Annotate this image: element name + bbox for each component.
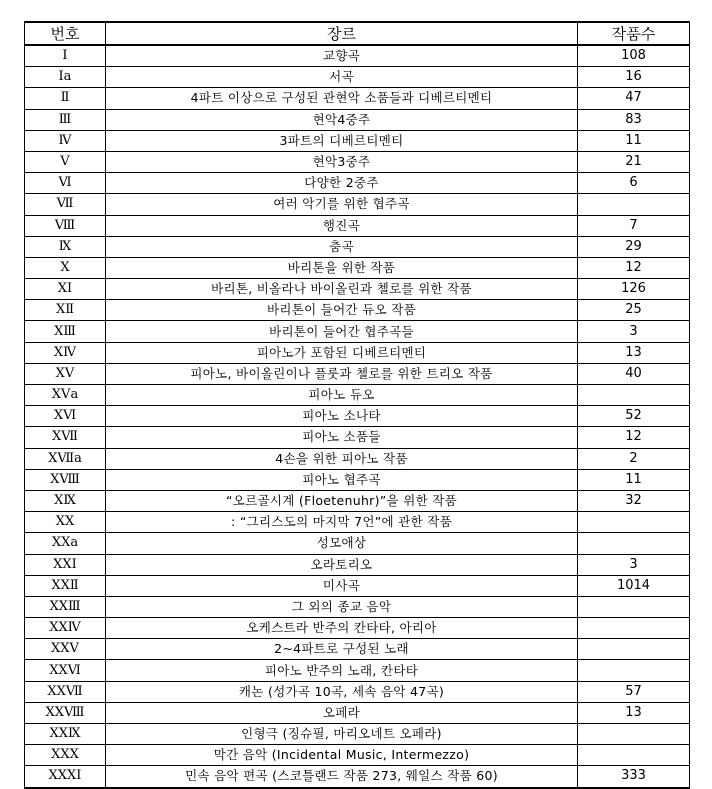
- cell-genre: 3파트의 디베르티멘티: [106, 130, 578, 151]
- cell-genre: 다양한 2중주: [106, 173, 578, 194]
- header-genre: 장르: [106, 22, 578, 45]
- cell-number: ⅩⅩⅥ: [25, 660, 106, 681]
- table-row: [25, 151, 690, 172]
- cell-count: [578, 194, 690, 215]
- table-row: [25, 469, 690, 490]
- cell-genre: 오페라: [106, 702, 578, 723]
- table-row: [25, 554, 690, 575]
- cell-genre: 춤곡: [106, 236, 578, 257]
- cell-count: 25: [578, 300, 690, 321]
- cell-number: Ⅴ: [25, 151, 106, 172]
- table-row: [25, 702, 690, 723]
- cell-genre: 오라토리오: [106, 554, 578, 575]
- table-row: [25, 512, 690, 533]
- cell-number: ⅩⅠ: [25, 279, 106, 300]
- cell-genre: 민속 음악 편곡 (스코틀랜드 작품 273, 웨일스 작품 60): [106, 766, 578, 788]
- cell-number: ⅩⅧ: [25, 469, 106, 490]
- cell-number: ⅩⅩⅣ: [25, 618, 106, 639]
- cell-number: ⅩⅨ: [25, 490, 106, 511]
- cell-genre: 피아노 듀오: [106, 385, 578, 406]
- cell-genre: 서곡: [106, 67, 578, 88]
- table-row: [25, 639, 690, 660]
- table-row: [25, 215, 690, 236]
- cell-number: ⅩⅦ: [25, 427, 106, 448]
- cell-genre: 바리톤을 위한 작품: [106, 257, 578, 278]
- table-header: [25, 22, 690, 45]
- cell-genre: 성모애상: [106, 533, 578, 554]
- table-row: [25, 766, 690, 788]
- cell-number: Ⅶ: [25, 194, 106, 215]
- cell-count: 32: [578, 490, 690, 511]
- cell-count: 7: [578, 215, 690, 236]
- table-row: [25, 363, 690, 384]
- cell-genre: 4손을 위한 피아노 작품: [106, 448, 578, 469]
- cell-number: Ⅸ: [25, 236, 106, 257]
- cell-genre: 바리톤, 비올라나 바이올린과 첼로를 위한 작품: [106, 279, 578, 300]
- header-count: 작품수: [578, 22, 690, 45]
- cell-number: ⅩⅩⅦ: [25, 681, 106, 702]
- cell-count: 40: [578, 363, 690, 384]
- cell-count: 57: [578, 681, 690, 702]
- table-body: [25, 45, 690, 788]
- cell-number: ⅩⅥ: [25, 406, 106, 427]
- table-row: [25, 385, 690, 406]
- cell-count: 11: [578, 469, 690, 490]
- cell-number: Ⅹ: [25, 257, 106, 278]
- cell-genre: 2~4파트로 구성된 노래: [106, 639, 578, 660]
- cell-count: 12: [578, 427, 690, 448]
- cell-count: 126: [578, 279, 690, 300]
- cell-count: 3: [578, 321, 690, 342]
- cell-number: Ⅰ: [25, 45, 106, 67]
- table-row: [25, 660, 690, 681]
- table-row: [25, 45, 690, 67]
- cell-count: [578, 660, 690, 681]
- cell-number: Ⅳ: [25, 130, 106, 151]
- cell-number: Ⅱ: [25, 88, 106, 109]
- cell-genre: 막간 음악 (Incidental Music, Intermezzo): [106, 745, 578, 766]
- cell-count: [578, 639, 690, 660]
- cell-count: 108: [578, 45, 690, 67]
- cell-number: ⅩⅩa: [25, 533, 106, 554]
- cell-genre: 바리톤이 들어간 듀오 작품: [106, 300, 578, 321]
- cell-count: [578, 618, 690, 639]
- table-row: [25, 88, 690, 109]
- cell-count: 333: [578, 766, 690, 788]
- cell-count: [578, 596, 690, 617]
- cell-count: [578, 533, 690, 554]
- cell-genre: 4파트 이상으로 구성된 관현악 소품들과 디베르티멘티: [106, 88, 578, 109]
- cell-count: 16: [578, 67, 690, 88]
- table-row: [25, 321, 690, 342]
- cell-count: [578, 724, 690, 745]
- table-row: [25, 342, 690, 363]
- table-row: [25, 448, 690, 469]
- table-row: [25, 67, 690, 88]
- table-row: [25, 406, 690, 427]
- cell-number: Ⅵ: [25, 173, 106, 194]
- cell-number: ⅩⅩⅧ: [25, 702, 106, 723]
- table-row: [25, 173, 690, 194]
- cell-genre: 여러 악기를 위한 협주곡: [106, 194, 578, 215]
- cell-genre: 피아노 협주곡: [106, 469, 578, 490]
- cell-count: 6: [578, 173, 690, 194]
- cell-genre: 피아노 반주의 노래, 칸타타: [106, 660, 578, 681]
- cell-genre: 교향곡: [106, 45, 578, 67]
- cell-genre: : “그리스도의 마지막 7언”에 관한 작품: [106, 512, 578, 533]
- cell-count: 11: [578, 130, 690, 151]
- cell-genre: 미사곡: [106, 575, 578, 596]
- cell-number: ⅩⅩⅠ: [25, 554, 106, 575]
- cell-number: Ⅲ: [25, 109, 106, 130]
- cell-number: ⅩⅩⅤ: [25, 639, 106, 660]
- cell-count: 13: [578, 342, 690, 363]
- table-row: [25, 745, 690, 766]
- cell-number: ⅩⅤ: [25, 363, 106, 384]
- cell-count: 29: [578, 236, 690, 257]
- cell-number: ⅩⅩⅨ: [25, 724, 106, 745]
- cell-genre: “오르골시계 (Floetenuhr)”을 위한 작품: [106, 490, 578, 511]
- table-row: [25, 130, 690, 151]
- table-row: [25, 490, 690, 511]
- table-row: [25, 236, 690, 257]
- cell-count: [578, 512, 690, 533]
- table-row: [25, 109, 690, 130]
- cell-genre: 캐논 (성가곡 10곡, 세속 음악 47곡): [106, 681, 578, 702]
- cell-number: ⅩⅦa: [25, 448, 106, 469]
- cell-count: 3: [578, 554, 690, 575]
- table-row: [25, 681, 690, 702]
- cell-genre: 피아노 소나타: [106, 406, 578, 427]
- cell-number: ⅩⅩⅩⅠ: [25, 766, 106, 788]
- cell-number: ⅩⅢ: [25, 321, 106, 342]
- cell-genre: 피아노 소품들: [106, 427, 578, 448]
- cell-number: ⅩⅩ: [25, 512, 106, 533]
- cell-genre: 그 외의 종교 음악: [106, 596, 578, 617]
- table-row: [25, 724, 690, 745]
- table-row: [25, 596, 690, 617]
- cell-genre: 바리톤이 들어간 협주곡들: [106, 321, 578, 342]
- table-row: [25, 533, 690, 554]
- cell-genre: 현악4중주: [106, 109, 578, 130]
- cell-genre: 피아노가 포함된 디베르티멘티: [106, 342, 578, 363]
- cell-count: [578, 745, 690, 766]
- cell-count: 83: [578, 109, 690, 130]
- cell-genre: 행진곡: [106, 215, 578, 236]
- table-row: [25, 279, 690, 300]
- cell-number: ⅩⅩⅩ: [25, 745, 106, 766]
- cell-count: 2: [578, 448, 690, 469]
- table-row: [25, 300, 690, 321]
- cell-number: Ⅷ: [25, 215, 106, 236]
- cell-number: ⅩⅤa: [25, 385, 106, 406]
- table-row: [25, 194, 690, 215]
- cell-number: ⅩⅩⅢ: [25, 596, 106, 617]
- header-number: 번호: [25, 22, 106, 45]
- header-row: [25, 22, 690, 45]
- cell-genre: 현악3중주: [106, 151, 578, 172]
- catalog-table: [24, 21, 690, 789]
- table-row: [25, 575, 690, 596]
- cell-count: 21: [578, 151, 690, 172]
- table-row: [25, 427, 690, 448]
- cell-count: 1014: [578, 575, 690, 596]
- cell-count: [578, 385, 690, 406]
- table-row: [25, 257, 690, 278]
- cell-genre: 피아노, 바이올린이나 플룻과 첼로를 위한 트리오 작품: [106, 363, 578, 384]
- cell-number: Ⅰa: [25, 67, 106, 88]
- cell-count: 12: [578, 257, 690, 278]
- cell-count: 13: [578, 702, 690, 723]
- cell-count: 52: [578, 406, 690, 427]
- cell-number: ⅩⅣ: [25, 342, 106, 363]
- cell-genre: 오케스트라 반주의 칸타타, 아리아: [106, 618, 578, 639]
- cell-number: ⅩⅩⅡ: [25, 575, 106, 596]
- table-row: [25, 618, 690, 639]
- cell-count: 47: [578, 88, 690, 109]
- cell-genre: 인형극 (징슈필, 마리오네트 오페라): [106, 724, 578, 745]
- cell-number: ⅩⅡ: [25, 300, 106, 321]
